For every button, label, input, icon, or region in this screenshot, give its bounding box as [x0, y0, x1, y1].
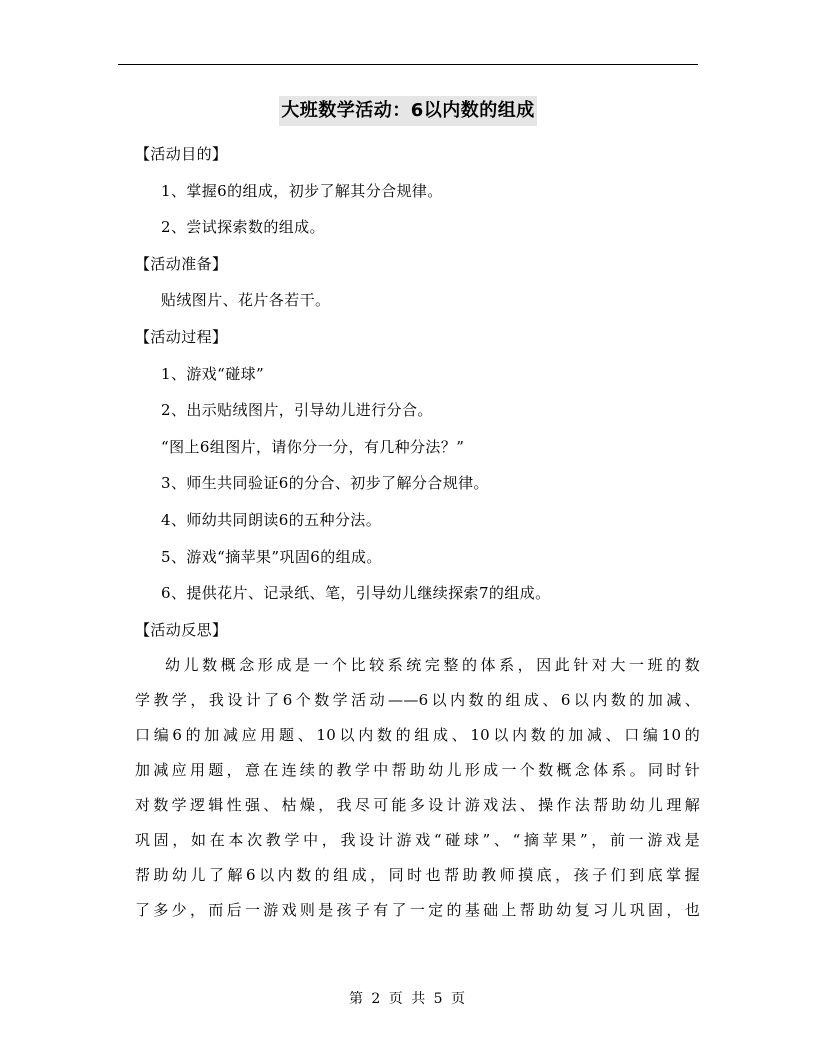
- section-heading: 【活动目的】: [135, 145, 228, 163]
- paragraph-line: 口编6的加减应用题、10以内数的组成、10以内数的加减、口编10的: [135, 726, 700, 745]
- body-line: 5、游戏“摘苹果”巩固6的组成。: [161, 547, 382, 566]
- document-body: [135, 136, 700, 928]
- paragraph-line: 帮助幼儿了解6以内数的组成，同时也帮助教师摸底，孩子们到底掌握: [135, 866, 700, 885]
- paragraph-line: 巩固，如在本次教学中，我设计游戏“碰球”、“摘苹果”，前一游戏是: [135, 831, 700, 850]
- section-heading: 【活动反思】: [135, 620, 228, 639]
- body-line: 贴绒图片、花片各若干。: [161, 291, 331, 310]
- paragraph-line: 学教学，我设计了6个数学活动——6以内数的组成、6以内数的加减、: [135, 691, 700, 710]
- body-line: 6、提供花片、记录纸、笔，引导幼儿继续探索7的组成。: [161, 584, 551, 603]
- paragraph-line: 了多少，而后一游戏则是孩子有了一定的基础上帮助幼复习儿巩固，也: [135, 901, 700, 920]
- section-heading: 【活动过程】: [135, 327, 228, 346]
- body-line: 2、出示贴绒图片，引导幼儿进行分合。: [161, 401, 433, 420]
- reflection-paragraph: [135, 648, 700, 928]
- body-line: 4、师幼共同朗读6的五种分法。: [161, 510, 382, 529]
- page-title: 大班数学活动：6以内数的组成: [279, 96, 537, 126]
- section-heading: 【活动准备】: [135, 254, 228, 273]
- paragraph-line: 对数学逻辑性强、枯燥，我尽可能多设计游戏法、操作法帮助幼儿理解: [135, 796, 700, 815]
- body-line: 1、掌握6的组成，初步了解其分合规律。: [161, 181, 443, 200]
- page-title-wrap: [0, 96, 816, 126]
- paragraph-line: 幼儿数概念形成是一个比较系统完整的体系，因此针对大一班的数: [165, 656, 700, 675]
- body-line: “图上6组图片，请你分一分，有几种分法？”: [161, 437, 465, 456]
- section-lines: [135, 136, 700, 648]
- page-footer: 第 2 页 共 5 页: [348, 991, 468, 1007]
- header-rule: [118, 64, 698, 65]
- body-line: 2、尝试探索数的组成。: [161, 218, 325, 237]
- body-line: 3、师生共同验证6的分合、初步了解分合规律。: [161, 474, 489, 493]
- body-line: 1、游戏“碰球”: [161, 364, 265, 383]
- paragraph-line: 加减应用题，意在连续的教学中帮助幼儿形成一个数概念体系。同时针: [135, 761, 700, 780]
